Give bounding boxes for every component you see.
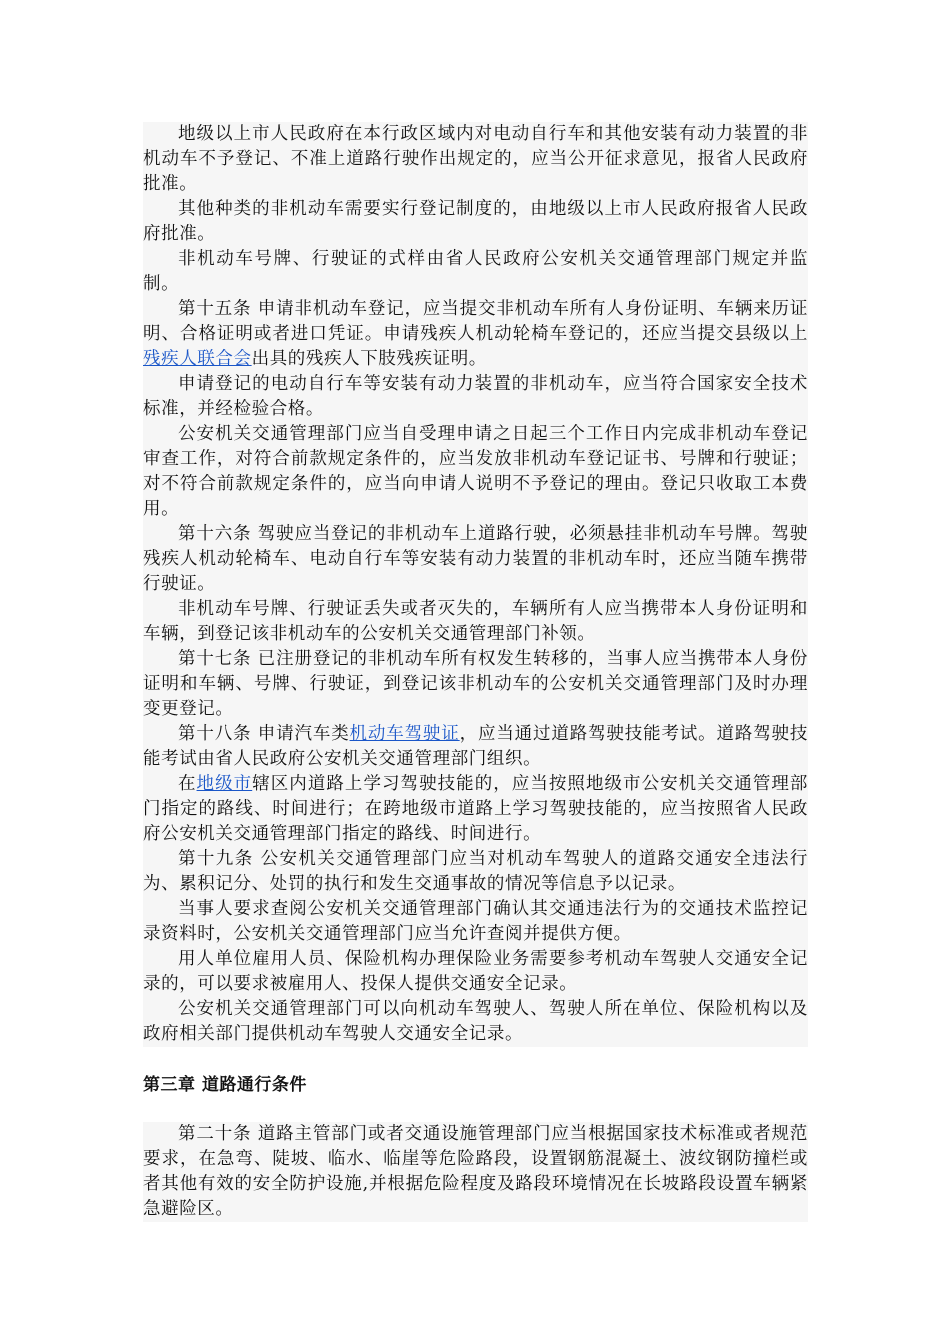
paragraph-text: 公安机关交通管理部门应当自受理申请之日起三个工作日内完成非机动车登记审查工作，对符合前款规定条件的，应当发放非机动车登记证书、号牌和行驶证；对不符合前款规定条件的，应当向申请人说明不予登记的理由。登记只收取工本费用。 bbox=[143, 424, 808, 519]
paragraph-text: 第十八条 申请汽车类 bbox=[178, 724, 350, 744]
paragraph-text: 第十五条 申请非机动车登记，应当提交非机动车所有人身份证明、车辆来历证明、合格证明或者进口凭证。申请残疾人机动轮椅车登记的，还应当提交县级以上 bbox=[143, 299, 808, 344]
paragraph bbox=[143, 297, 808, 372]
paragraph bbox=[143, 197, 808, 247]
inline-link[interactable]: 地级市 bbox=[196, 774, 253, 794]
paragraph-text: 第十七条 已注册登记的非机动车所有权发生转移的，当事人应当携带本人身份证明和车辆、号牌、行驶证，到登记该非机动车的公安机关交通管理部门及时办理变更登记。 bbox=[143, 649, 808, 719]
paragraph bbox=[143, 422, 808, 522]
paragraph bbox=[143, 1122, 808, 1222]
paragraph-text: 申请登记的电动自行车等安装有动力装置的非机动车，应当符合国家安全技术标准，并经检验合格。 bbox=[143, 374, 808, 419]
paragraph bbox=[143, 722, 808, 772]
paragraph-text: 出具的残疾人下肢残疾证明。 bbox=[251, 349, 487, 369]
paragraph bbox=[143, 997, 808, 1047]
paragraph-text: 其他种类的非机动车需要实行登记制度的，由地级以上市人民政府报省人民政府批准。 bbox=[143, 199, 808, 244]
paragraph bbox=[143, 597, 808, 647]
paragraph bbox=[143, 947, 808, 997]
paragraph-text: 地级以上市人民政府在本行政区域内对电动自行车和其他安装有动力装置的非机动车不予登记、不准上道路行驶作出规定的，应当公开征求意见，报省人民政府批准。 bbox=[143, 124, 808, 194]
paragraph bbox=[143, 522, 808, 597]
paragraph-text: 非机动车号牌、行驶证丢失或者灭失的，车辆所有人应当携带本人身份证明和车辆，到登记该非机动车的公安机关交通管理部门补领。 bbox=[143, 599, 808, 644]
paragraph bbox=[143, 847, 808, 897]
paragraph bbox=[143, 372, 808, 422]
chapter-heading: 第三章 道路通行条件 bbox=[143, 1047, 808, 1122]
paragraph-text: 第十九条 公安机关交通管理部门应当对机动车驾驶人的道路交通安全违法行为、累积记分、处罚的执行和发生交通事故的情况等信息予以记录。 bbox=[143, 849, 808, 894]
paragraph bbox=[143, 897, 808, 947]
paragraph-text: 在 bbox=[178, 774, 197, 794]
text-block-chapter-three bbox=[143, 1122, 808, 1222]
paragraph bbox=[143, 247, 808, 297]
paragraph-text: 非机动车号牌、行驶证的式样由省人民政府公安机关交通管理部门规定并监制。 bbox=[143, 249, 808, 294]
inline-link[interactable]: 机动车驾驶证 bbox=[349, 724, 460, 744]
paragraph-text: 当事人要求查阅公安机关交通管理部门确认其交通违法行为的交通技术监控记录资料时，公安机关交通管理部门应当允许查阅并提供方便。 bbox=[143, 899, 808, 944]
paragraph bbox=[143, 647, 808, 722]
paragraph-text: 第十六条 驾驶应当登记的非机动车上道路行驶，必须悬挂非机动车号牌。驾驶残疾人机动轮椅车、电动自行车等安装有动力装置的非机动车时，还应当随车携带行驶证。 bbox=[143, 524, 808, 594]
document-page bbox=[143, 122, 808, 1222]
paragraph-text: 辖区内道路上学习驾驶技能的，应当按照地级市公安机关交通管理部门指定的路线、时间进行；在跨地级市道路上学习驾驶技能的，应当按照省人民政府公安机关交通管理部门指定的路线、时间进行。 bbox=[143, 774, 808, 844]
inline-link[interactable]: 残疾人联合会 bbox=[143, 349, 252, 369]
paragraph-text: 公安机关交通管理部门可以向机动车驾驶人、驾驶人所在单位、保险机构以及政府相关部门提供机动车驾驶人交通安全记录。 bbox=[143, 999, 808, 1044]
paragraph-text: ，应当通过道路驾驶技能考试。道路驾驶技能考试由省人民政府公安机关交通管理部门组织。 bbox=[143, 724, 808, 769]
paragraph bbox=[143, 122, 808, 197]
paragraph-text: 第二十条 道路主管部门或者交通设施管理部门应当根据国家技术标准或者规范要求，在急弯、陡坡、临水、临崖等危险路段，设置钢筋混凝土、波纹钢防撞栏或者其他有效的安全防护设施,并根据危险程度及路段环境情况在长坡路段设置车辆紧急避险区。 bbox=[143, 1124, 808, 1219]
paragraph-text: 用人单位雇用人员、保险机构办理保险业务需要参考机动车驾驶人交通安全记录的，可以要求被雇用人、投保人提供交通安全记录。 bbox=[143, 949, 808, 994]
text-block-regulations bbox=[143, 122, 808, 1047]
paragraph bbox=[143, 772, 808, 847]
